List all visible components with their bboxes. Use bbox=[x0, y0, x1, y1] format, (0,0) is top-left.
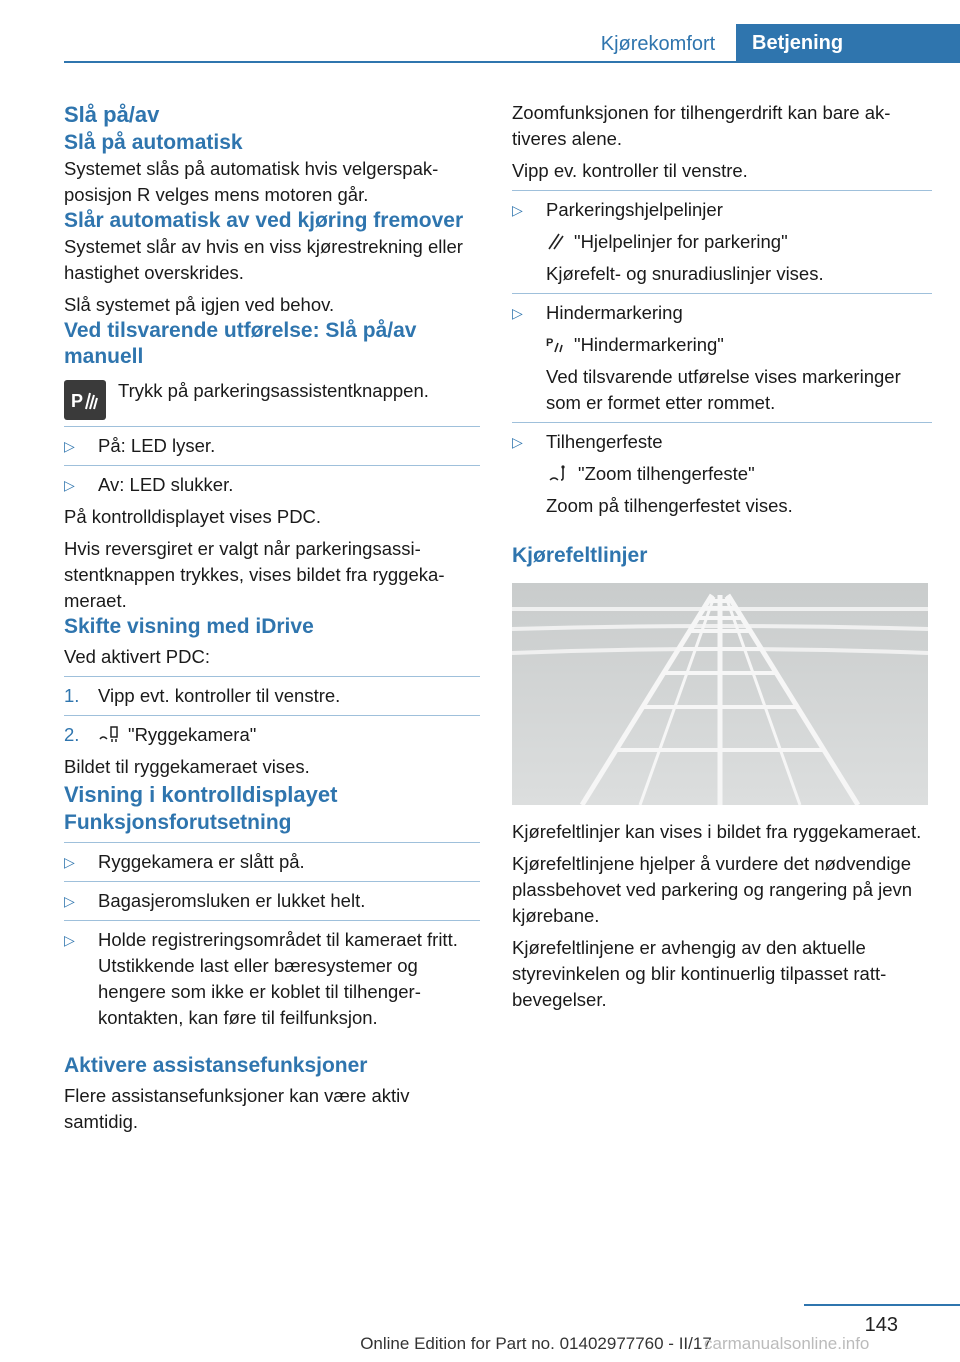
step-text: Vipp evt. kontroller til venstre. bbox=[98, 685, 341, 706]
paragraph-switch-again: Slå systemet på igjen ved behov. bbox=[64, 294, 335, 315]
divider bbox=[64, 426, 480, 427]
trailer-hitch-icon bbox=[546, 464, 570, 482]
divider bbox=[64, 881, 480, 882]
heading-assist: Aktivere assistansefunksjoner bbox=[64, 1054, 368, 1077]
paragraph-pdc: På kontrolldisplayet vises PDC. bbox=[64, 506, 322, 527]
pdc-button-row bbox=[64, 378, 480, 420]
paragraph-active-pdc: Ved aktivert PDC: bbox=[64, 646, 211, 667]
list-item-led-on bbox=[64, 433, 480, 459]
obstacle-marking-icon bbox=[546, 335, 566, 353]
list-item-led-off bbox=[64, 472, 480, 498]
triangle-bullet-icon: ▷ bbox=[512, 202, 523, 218]
triangle-bullet-icon: ▷ bbox=[64, 438, 75, 454]
divider bbox=[512, 293, 932, 294]
list-item-text: Av: LED slukker. bbox=[98, 474, 234, 495]
function-description: Zoom på tilhengerfestet vises. bbox=[546, 495, 793, 516]
heading-lanes: Kjørefeltlinjer bbox=[512, 544, 648, 567]
function-title: Hindermarkering bbox=[546, 302, 683, 323]
list-item-prereq bbox=[64, 849, 480, 875]
heading-auto-on: Slå på automatisk bbox=[64, 131, 243, 154]
right-column bbox=[512, 100, 932, 1013]
paragraph-lanes-1: Kjørefeltlinjer kan vises i bildet fra ryggekameraet. bbox=[512, 821, 922, 842]
list-item-text: Holde registreringsområdet til kameraet fritt. Utstikkende last eller bæresystemer og hengere som ikke er koblet til tilhengerkontakten, kan føre til feilfunksjon. bbox=[98, 929, 458, 1028]
paragraph-auto-on: Systemet slås på automatisk hvis velgerspakposisjon R velges mens motoren går. bbox=[64, 158, 439, 205]
svg-text:P: P bbox=[546, 337, 554, 349]
list-item-text: Bagasjeromsluken er lukket helt. bbox=[98, 890, 366, 911]
list-item-prereq bbox=[64, 927, 480, 1031]
function-menu-row bbox=[512, 332, 932, 358]
function-trailer-hitch bbox=[512, 429, 932, 455]
divider bbox=[512, 422, 932, 423]
triangle-bullet-icon: ▷ bbox=[64, 893, 75, 909]
divider bbox=[64, 465, 480, 466]
step-number: 2. bbox=[64, 724, 80, 745]
paragraph-tilt: Vipp ev. kontroller til venstre. bbox=[512, 160, 748, 181]
heading-prerequisites: Funksjonsforutsetning bbox=[64, 811, 292, 834]
triangle-bullet-icon: ▷ bbox=[512, 434, 523, 450]
divider bbox=[512, 190, 932, 191]
function-title: Parkeringshjelpelinjer bbox=[546, 199, 723, 220]
divider bbox=[64, 920, 480, 921]
page-number: 143 bbox=[864, 1314, 898, 1336]
paragraph-lanes-3: Kjørefeltlinjene er avhengig av den aktuelle styrevinkelen og blir kontinuerlig tilpasset rattbevegelser. bbox=[512, 937, 887, 1010]
tab-kjorekomfort[interactable]: Kjørekomfort bbox=[600, 33, 716, 55]
divider bbox=[64, 676, 480, 677]
divider bbox=[64, 715, 480, 716]
heading-slaa-paa-av: Slå på/av bbox=[64, 102, 160, 127]
paragraph-camera-shown: Bildet til ryggekameraet vises. bbox=[64, 756, 310, 777]
step-2 bbox=[64, 722, 480, 748]
watermark: carmanualsonline.info bbox=[704, 1334, 870, 1353]
left-column bbox=[64, 100, 480, 1135]
paragraph-reverse: Hvis reversgiret er valgt når parkeringsassistentknappen trykkes, vises bildet fra ryggekameraet. bbox=[64, 538, 445, 611]
tab-betjening-label: Betjening bbox=[752, 32, 844, 54]
triangle-bullet-icon: ▷ bbox=[64, 477, 75, 493]
list-item-text: På: LED lyser. bbox=[98, 435, 216, 456]
heading-manual: Ved tilsvarende utførelse: Slå på/av manuell bbox=[64, 319, 417, 368]
svg-text:P: P bbox=[71, 391, 84, 411]
paragraph-assist: Flere assistansefunksjoner kan være aktiv samtidig. bbox=[64, 1085, 410, 1132]
function-description: Kjørefelt- og snuradiuslinjer vises. bbox=[546, 263, 824, 284]
function-menu-row bbox=[512, 229, 932, 255]
parking-lines-icon bbox=[546, 232, 566, 250]
list-item-prereq bbox=[64, 888, 480, 914]
function-title: Tilhengerfeste bbox=[546, 431, 663, 452]
rear-camera-icon bbox=[98, 725, 120, 743]
lane-lines-illustration bbox=[512, 583, 928, 805]
heading-display: Visning i kontrolldisplayet bbox=[64, 782, 338, 807]
function-obstacle-marking bbox=[512, 300, 932, 326]
paragraph-zoom: Zoomfunksjonen for tilhengerdrift kan bare aktiveres alene. bbox=[512, 102, 891, 149]
triangle-bullet-icon: ▷ bbox=[64, 854, 75, 870]
tab-betjening[interactable] bbox=[736, 24, 960, 62]
edition-note: Online Edition for Part no. 01402977760 - II/17 bbox=[360, 1334, 712, 1353]
paragraph-lanes-2: Kjørefeltlinjene hjelper å vurdere det nødvendige plassbehovet ved parkering og rangering på jevn kjørebane. bbox=[512, 853, 913, 926]
paragraph-auto-off: Systemet slår av hvis en viss kjørestrekning eller hastighet overskrides. bbox=[64, 236, 463, 283]
step-number: 1. bbox=[64, 685, 80, 706]
function-menu-label: "Hindermarkering" bbox=[574, 334, 724, 355]
function-menu-label: "Hjelpelinjer for parkering" bbox=[574, 231, 788, 252]
function-menu-row bbox=[512, 461, 932, 487]
step-text: "Ryggekamera" bbox=[128, 724, 257, 745]
triangle-bullet-icon: ▷ bbox=[64, 932, 75, 948]
heading-idrive: Skifte visning med iDrive bbox=[64, 615, 314, 638]
divider bbox=[64, 842, 480, 843]
paragraph-press-button: Trykk på parkeringsassistentknappen. bbox=[118, 380, 429, 401]
triangle-bullet-icon: ▷ bbox=[512, 305, 523, 321]
list-item-text: Ryggekamera er slått på. bbox=[98, 851, 305, 872]
function-menu-label: "Zoom tilhengerfeste" bbox=[578, 463, 755, 484]
function-parking-lines bbox=[512, 197, 932, 223]
footer-rule bbox=[804, 1304, 960, 1306]
function-description: Ved tilsvarende utførelse vises markeringer som er formet etter rommet. bbox=[546, 366, 901, 413]
step-1 bbox=[64, 683, 480, 709]
parking-assistant-button-icon bbox=[64, 380, 106, 420]
heading-auto-off: Slår automatisk av ved kjøring fremover bbox=[64, 209, 464, 232]
